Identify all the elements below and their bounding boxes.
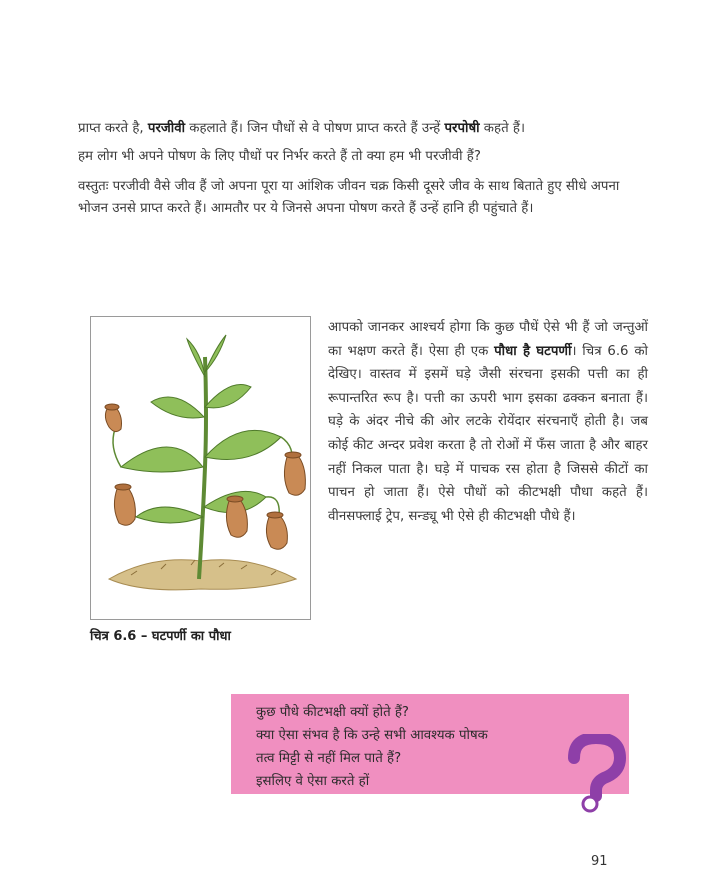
paragraph-parasite-explanation: वस्तुतः परजीवी वैसे जीव हैं जो अपना पूरा या आंशिक जीवन चक्र किसी दूसरे जीव के साथ बिताते हुए सीधे अपना भोजन उनसे प्राप्त करते हैं। आमतौर पर ये जिनसे अपना पोषण करते हैं उन्हें हानि ही पहुंचाते हैं। [78,179,620,216]
page-number: 91 [591,854,608,869]
callout-line: कुछ पौधे कीटभक्षी क्यों होते हैं? [256,705,409,720]
pitcher-plant-figure [90,316,311,620]
figure-caption: चित्र 6.6 – घटपर्णी का पौधा [90,629,231,644]
paragraph-parasite-definition: प्राप्त करते है, परजीवी कहलाते हैं। जिन पौधों से वे पोषण प्राप्त करते हैं उन्हें परपोषी कहते हैं। [78,121,525,136]
pitcher-plant-description: आपको जानकर आश्चर्य होगा कि कुछ पौधें ऐसे भी हैं जो जन्तुओं का भक्षण करते हैं। ऐसा ही एक पौधा है घटपर्णी। चित्र 6.6 को देखिए। वास्तव में इसमें घड़े जैसी संरचना इसकी पत्ती का ही रूपान्तरित रूप है। पत्ती का ऊपरी भाग इसका ढक्कन बनाता हैं। घड़े के अंदर नीचे की ओर लटके रोयेंदार संरचनाएँ होती है। जब कोई कीट अन्दर प्रवेश करता है तो रोओं में फँस जाता है और बाहर नहीं निकल पाता है। घड़े में पाचक रस होता है जिससे कीटों का पाचन हो जाता हैं। ऐसे पौधों को कीटभक्षी पौधा कहते हैं। वीनसफ्लाई ट्रेप, सन्ड्यू भी ऐसे ही कीटभक्षी पौधे हैं। [328,320,648,524]
callout-line: इसलिए वे ऐसा करते हों [256,774,370,789]
paragraph-question: हम लोग भी अपने पोषण के लिए पौधों पर निर्भर करते हैं तो क्या हम भी परजीवी हैं? [78,149,481,164]
question-mark-icon [566,734,626,816]
callout-line: क्या ऐसा संभव है कि उन्हे सभी आवश्यक पोषक [256,728,488,743]
pitcher-plant-illustration [91,317,310,619]
callout-line: तत्व मिट्टी से नहीं मिल पाते हैं? [256,751,402,766]
